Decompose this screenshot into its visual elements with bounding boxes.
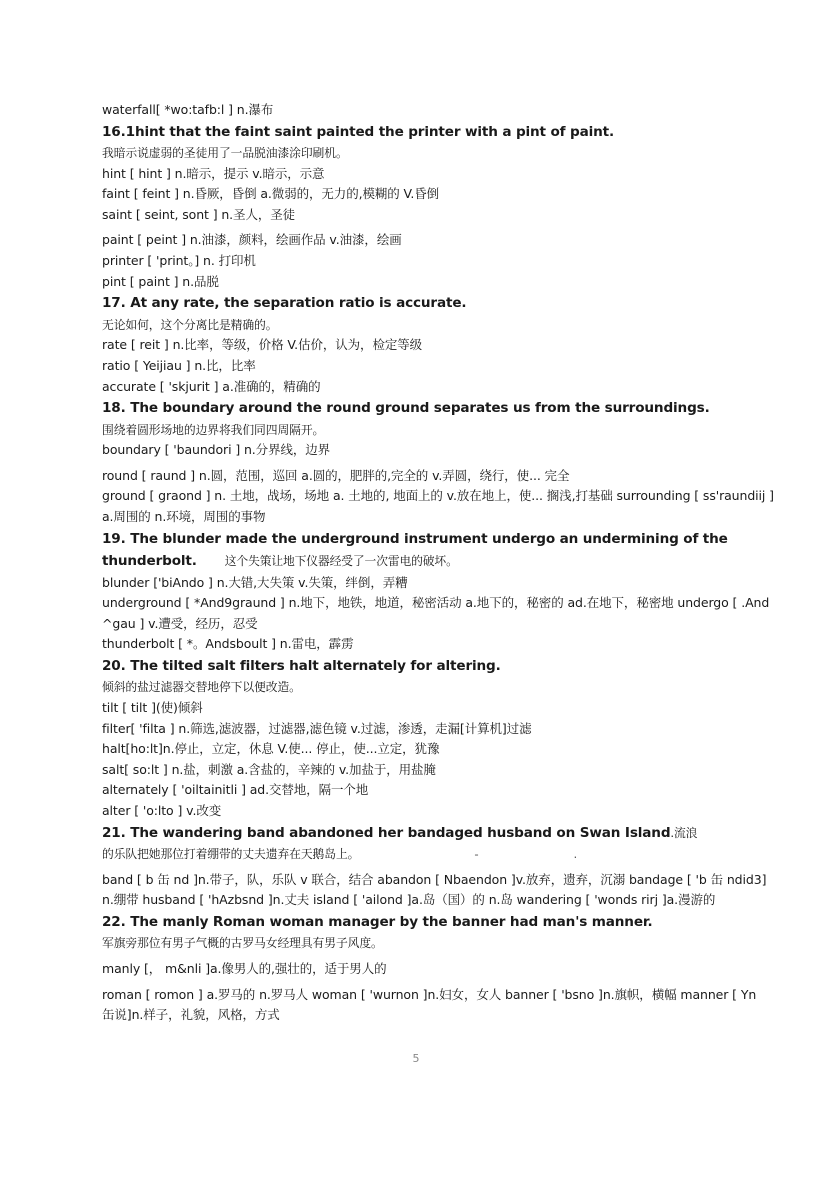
line-text: 倾斜的盐过滤器交替地停下以便改造。 [102,680,301,695]
line-text: 21. The wandering band abandoned her bandaged husband on Swan Island [102,824,671,841]
vocabulary-entry [102,466,752,487]
line-text: boundary [ 'baundori ] n.分界线，边界 [102,442,331,458]
vocabulary-entry [102,573,752,594]
line-text: pint [ paint ] n.品脱 [102,273,219,289]
line-text: ratio [ Yeijiau ] n.比，比率 [102,357,256,373]
chinese-translation [102,420,752,441]
page-number: 5 [412,1052,420,1065]
line-text: salt[ so:lt ] n.盐，刺激 a.含盐的，辛辣的 v.加盐于，用盐腌 [102,761,436,777]
vocabulary-entry [102,205,752,226]
line-text: rate [ reit ] n.比率，等级，价格 V.估价，认为，检定等级 [102,337,423,353]
page-content [102,100,774,1026]
line-text: a.周围的 n.环境，周围的事物 [102,509,266,524]
vocabulary-entry [102,356,752,377]
vocabulary-entry [102,440,752,461]
vocabulary-entry [102,507,752,528]
line-text: thunderbolt [ *。Andsboult ] n.雷电，霹雳 [102,636,354,652]
vocabulary-entry [102,164,752,185]
chinese-translation [102,677,752,698]
line-text: 我暗示说虚弱的圣徒用了一品脱油漆涂印刷机。 [102,146,348,161]
vocabulary-entry [102,801,752,822]
chinese-translation [102,143,752,164]
vocabulary-entry [102,251,752,272]
line-text: n.绷带 husband [ 'hAzbsnd ]n.丈夫 island [ 'ailond ]a.岛（国）的 n.岛 wandering [ 'wonds rirj ]a.漫游的 [102,892,716,908]
line-text: accurate [ 'skjurit ] a.准确的，精确的 [102,378,321,394]
sentence-heading [102,911,752,934]
chinese-translation [102,315,752,336]
chinese-translation [102,933,752,954]
vocabulary-entry [102,985,757,1006]
vocabulary-entry [102,335,752,356]
line-text: halt[ho:lt]n.停止，立定，休息 V.使... 停止，使...立定，犹豫 [102,741,440,757]
line-text: 军旗旁那位有男子气概的古罗马女经理具有男子风度。 [102,936,383,951]
line-text: round [ raund ] n.圆，范围，巡回 a.圆的，肥胖的,完全的 v.弄圆，绕行，使... 完全 [102,467,570,483]
line-text: 围绕着圆形场地的边界将我们同四周隔开。 [102,422,325,437]
line-text: 19. The blunder made the underground instrument undergo an undermining of the [102,530,728,547]
vocabulary-entry [102,959,752,980]
sentence-heading [102,655,752,678]
stray-mark: - [474,847,479,862]
line-text: alter [ 'o:lto ] v.改变 [102,803,222,819]
line-text: alternately [ 'oiltainitli ] ad.交替地，隔一个地 [102,782,369,798]
vocabulary-entry [102,272,752,293]
vocabulary-entry [102,719,752,740]
vocabulary-entry [102,1005,752,1026]
vocabulary-entry [102,739,752,760]
line-text: waterfall[ *wo:tafb:l ] n.瀑布 [102,102,274,117]
stray-mark: . [573,847,578,862]
line-text: saint [ seint, sont ] n.圣人，圣徒 [102,206,296,222]
vocabulary-entry [102,486,774,507]
line-text: blunder ['biAndo ] n.大错,大失策 v.失策，绊倒，弄糟 [102,574,408,590]
line-text: 22. The manly Roman woman manager by the banner had man's manner. [102,913,653,930]
sentence-heading [102,292,752,315]
line-text: band [ b 缶 nd ]n.带子，队，乐队 v 联合，结合 abandon [ Nbaendon ]v.放弃，遗弃，沉溺 bandage [ 'b 缶 ndid3] [102,871,767,887]
vocabulary-entry [102,780,752,801]
line-text: 无论如何，这个分离比是精确的。 [102,317,278,332]
line-text: roman [ romon ] a.罗马的 n.罗马人 woman [ 'wurnon ]n.妇女，女人 banner [ 'bsno ]n.旗帜，横幅 manner [ Yn [102,986,757,1002]
line-text: ^gau ] v.遭受，经历，忍受 [102,615,258,631]
line-text: 缶说]n.样子，礼貌，风格，方式 [102,1007,280,1023]
line-text: 17. At any rate, the separation ratio is accurate. [102,295,467,312]
inline-translation: 这个失策让地下仪器经受了一次雷电的破坏。 [224,554,458,569]
vocabulary-entry [102,634,752,655]
line-text: 的乐队把她那位打着绷带的丈夫遗弃在天鹅岛上。 [102,847,360,862]
chinese-translation [102,844,752,865]
sentence-heading [102,550,752,573]
line-text: 18. The boundary around the round ground separates us from the surroundings. [102,400,710,417]
line-text: paint [ peint ] n.油漆，颜料，绘画作品 v.油漆，绘画 [102,232,402,248]
line-text: manly [， m&nli ]a.像男人的,强壮的，适于男人的 [102,961,387,976]
line-text: faint [ feint ] n.昏厥，昏倒 a.微弱的，无力的,模糊的 V.昏倒 [102,186,440,202]
vocabulary-entry [102,100,752,121]
sentence-heading [102,121,752,144]
vocabulary-entry [102,760,752,781]
line-text: hint [ hint ] n.暗示，提示 v.暗示，示意 [102,165,325,181]
line-text: filter[ 'filta ] n.筛选,滤波器，过滤器,滤色镜 v.过滤，渗透，走漏[计算机]过滤 [102,720,532,736]
sentence-heading [102,528,752,551]
sentence-heading [102,397,752,420]
vocabulary-entry [102,184,752,205]
vocabulary-entry [102,698,752,719]
vocabulary-entry [102,614,752,635]
line-text: 20. The tilted salt filters halt alternately for altering. [102,657,501,674]
vocabulary-entry [102,890,752,911]
vocabulary-entry [102,230,752,251]
vocabulary-entry [102,593,770,614]
vocabulary-entry [102,870,767,891]
sentence-heading [102,822,752,845]
line-text: tilt [ tilt ](使)倾斜 [102,700,203,716]
line-text: printer [ 'print。] n. 打印机 [102,253,256,269]
line-text: thunderbolt. [102,553,197,570]
line-text: underground [ *And9graund ] n.地下，地铁，地道，秘密活动 a.地下的，秘密的 ad.在地下，秘密地 undergo [ .And [102,595,770,611]
line-text: ground [ graond ] n. 土地，战场，场地 a. 土地的, 地面上的 v.放在地上，使... 搁浅,打基础 surrounding [ ss'raundiij ] [102,488,774,504]
vocabulary-entry [102,377,752,398]
trailing-translation: .流浪 [670,825,698,840]
line-text: 16.1hint that the faint saint painted the printer with a pint of paint. [102,123,615,140]
